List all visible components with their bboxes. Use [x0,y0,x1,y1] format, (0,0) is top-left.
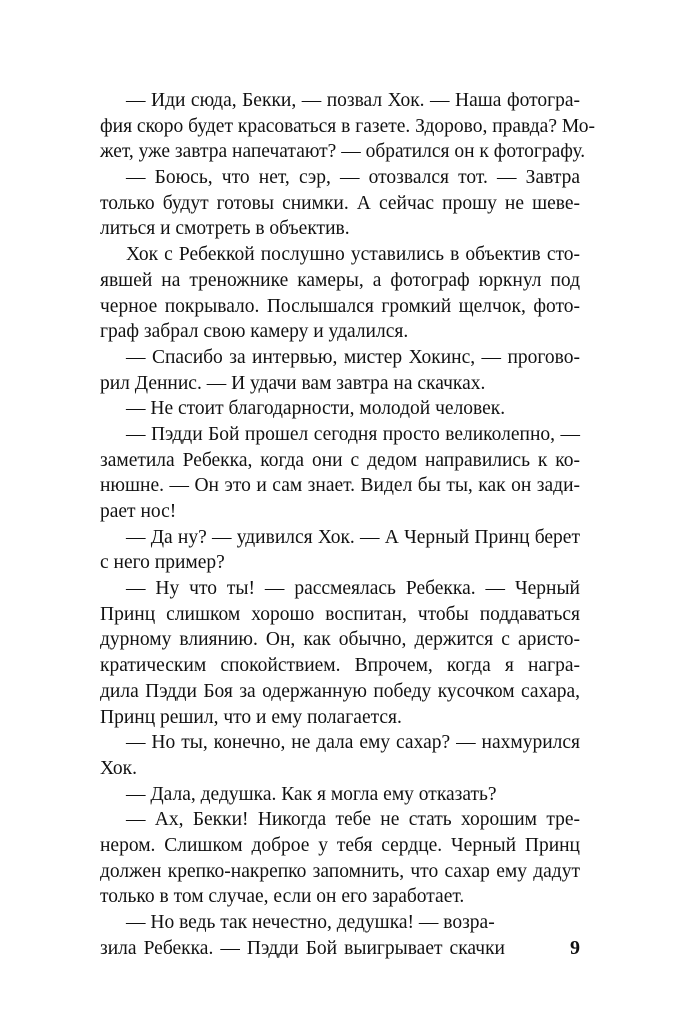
text-line: Хок с Ребеккой послушно уставились в объектив сто- [126,244,580,266]
text-line: зила Ребекка. — Пэдди Бой выигрывает скачки [100,937,505,959]
text-line: жет, уже завтра напечатают? — обратился он к фотографу. [100,141,586,163]
text-line: — Пэдди Бой прошел сегодня просто великолепно, — [126,423,580,445]
text-line: только будут готовы снимки. А сейчас прошу не шеве- [100,192,580,214]
text-line: граф забрал свою камеру и удалился. [100,321,409,343]
text-line: Принц слишком хорошо воспитан, чтобы поддаваться [100,603,580,625]
text-line: — Не стоит благодарности, молодой человек. [126,398,506,420]
text-line: нером. Слишком доброе у тебя сердце. Черный Принц [100,834,580,856]
text-line: явшей на треножнике камеры, а фотограф юркнул под [100,269,580,291]
text-line: рил Деннис. — И удачи вам завтра на скачках. [100,372,486,394]
text-line: — Ах, Бекки! Никогда тебе не стать хорошим тре- [126,809,580,831]
text-line: заметила Ребекка, когда они с дедом направились к ко- [100,449,580,471]
text-line: черное покрывало. Послышался громкий щелчок, фото- [100,295,580,317]
text-line: фия скоро будет красоваться в газете. Здорово, правда? Мо- [100,115,595,137]
text-line: — Ну что ты! — рассмеялась Ребекка. — Черный [126,578,580,600]
text-line: — Дала, дедушка. Как я могла ему отказать? [126,783,497,805]
text-line: — Да ну? — удивился Хок. — А Черный Принц берет [126,526,580,548]
text-line: литься и смотреть в объектив. [100,218,350,240]
text-line: должен крепко-накрепко запомнить, что сахар ему дадут [100,860,580,882]
text-line: только в том случае, если он его заработает. [100,886,465,908]
text-line: рает нос! [100,501,177,522]
final-line-row [100,936,580,962]
text-line: кратическим спокойствием. Впрочем, когда я награ- [100,655,580,677]
text-line: — Спасибо за интервью, мистер Хокинс, — прогово- [126,346,580,368]
text-line: дила Пэдди Боя за одержанную победу кусочком сахара, [100,680,580,702]
text-line: Принц решил, что и ему полагается. [100,706,402,728]
text-line: с него пример? [100,552,225,574]
book-page [100,88,595,961]
text-line: дурному влиянию. Он, как обычно, держится с аристо- [100,629,580,651]
page-body-text [100,88,595,936]
text-line: — Но ведь так нечестно, дедушка! — возра- [126,912,495,933]
text-line: — Иди сюда, Бекки, — позвал Хок. — Наша фотогра- [126,90,580,111]
page-number: 9 [570,936,580,959]
text-line: — Но ты, конечно, не дала ему сахар? — нахмурился [126,732,580,754]
text-line: нюшне. — Он это и сам знает. Видел бы ты, как он зади- [100,475,580,497]
text-line: Хок. [100,757,137,779]
text-line: — Боюсь, что нет, сэр, — отозвался тот. — Завтра [126,167,580,189]
